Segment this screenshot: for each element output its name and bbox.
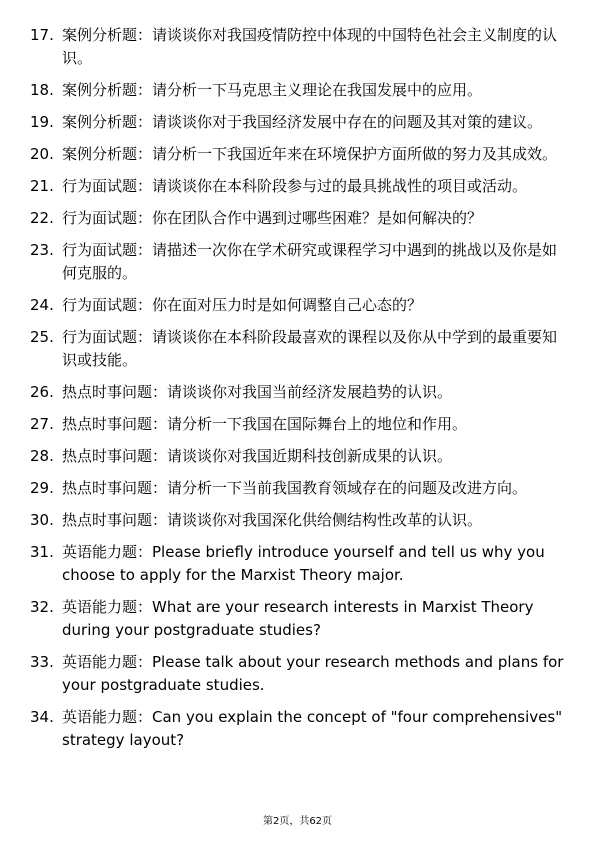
list-item	[30, 445, 565, 468]
page-number-label: 第2页，共62页	[262, 816, 333, 827]
list-item	[30, 326, 565, 372]
question-list	[30, 24, 565, 761]
item-number: 20.	[30, 145, 54, 163]
list-item	[30, 294, 565, 317]
list-item	[30, 413, 565, 436]
list-item	[30, 111, 565, 134]
item-number: 23.	[30, 241, 54, 259]
item-text: 案例分析题：请谈谈你对于我国经济发展中存在的问题及其对策的建议。	[62, 113, 543, 131]
list-item	[30, 706, 565, 752]
item-text: 案例分析题：请分析一下我国近年来在环境保护方面所做的努力及其成效。	[62, 145, 558, 163]
page-footer	[0, 816, 595, 828]
item-text: 行为面试题：请谈谈你在本科阶段参与过的最具挑战性的项目或活动。	[62, 177, 528, 195]
item-number: 21.	[30, 177, 54, 195]
item-number: 18.	[30, 81, 54, 99]
list-item	[30, 651, 565, 697]
list-item	[30, 143, 565, 166]
item-number: 31.	[30, 543, 54, 561]
list-item	[30, 239, 565, 285]
item-number: 34.	[30, 708, 54, 726]
item-number: 25.	[30, 328, 54, 346]
item-text: 行为面试题：请谈谈你在本科阶段最喜欢的课程以及你从中学到的最重要知识或技能。	[62, 328, 558, 369]
list-item	[30, 175, 565, 198]
item-number: 19.	[30, 113, 54, 131]
item-number: 27.	[30, 415, 54, 433]
item-number: 33.	[30, 653, 54, 671]
item-text: 热点时事问题：请谈谈你对我国近期科技创新成果的认识。	[62, 447, 453, 465]
list-item	[30, 207, 565, 230]
item-number: 26.	[30, 383, 54, 401]
item-text: 热点时事问题：请谈谈你对我国深化供给侧结构性改革的认识。	[62, 511, 483, 529]
list-item	[30, 477, 565, 500]
item-text: 热点时事问题：请分析一下当前我国教育领域存在的问题及改进方向。	[62, 479, 528, 497]
list-item	[30, 509, 565, 532]
item-text: 热点时事问题：请分析一下我国在国际舞台上的地位和作用。	[62, 415, 468, 433]
item-text: 案例分析题：请分析一下马克思主义理论在我国发展中的应用。	[62, 81, 483, 99]
list-item	[30, 79, 565, 102]
item-text: 英语能力题：Please briefly introduce yourself and tell us why you choose to apply for the Marxist Theory major.	[62, 543, 545, 584]
item-number: 29.	[30, 479, 54, 497]
item-number: 30.	[30, 511, 54, 529]
item-text: 英语能力题：What are your research interests in Marxist Theory during your postgraduate studies?	[62, 598, 534, 639]
list-item	[30, 596, 565, 642]
item-text: 英语能力题：Can you explain the concept of "four comprehensives" strategy layout?	[62, 708, 563, 749]
item-text: 行为面试题：你在面对压力时是如何调整自己心态的？	[62, 296, 423, 314]
item-text: 英语能力题：Please talk about your research methods and plans for your postgraduate studies.	[62, 653, 564, 694]
item-number: 32.	[30, 598, 54, 616]
item-number: 22.	[30, 209, 54, 227]
item-number: 28.	[30, 447, 54, 465]
list-item	[30, 24, 565, 70]
item-text: 案例分析题：请谈谈你对我国疫情防控中体现的中国特色社会主义制度的认识。	[62, 26, 558, 67]
list-item	[30, 381, 565, 404]
item-text: 热点时事问题：请谈谈你对我国当前经济发展趋势的认识。	[62, 383, 453, 401]
item-number: 24.	[30, 296, 54, 314]
item-text: 行为面试题：请描述一次你在学术研究或课程学习中遇到的挑战以及你是如何克服的。	[62, 241, 558, 282]
list-item	[30, 541, 565, 587]
item-text: 行为面试题：你在团队合作中遇到过哪些困难？是如何解决的？	[62, 209, 483, 227]
item-number: 17.	[30, 26, 54, 44]
